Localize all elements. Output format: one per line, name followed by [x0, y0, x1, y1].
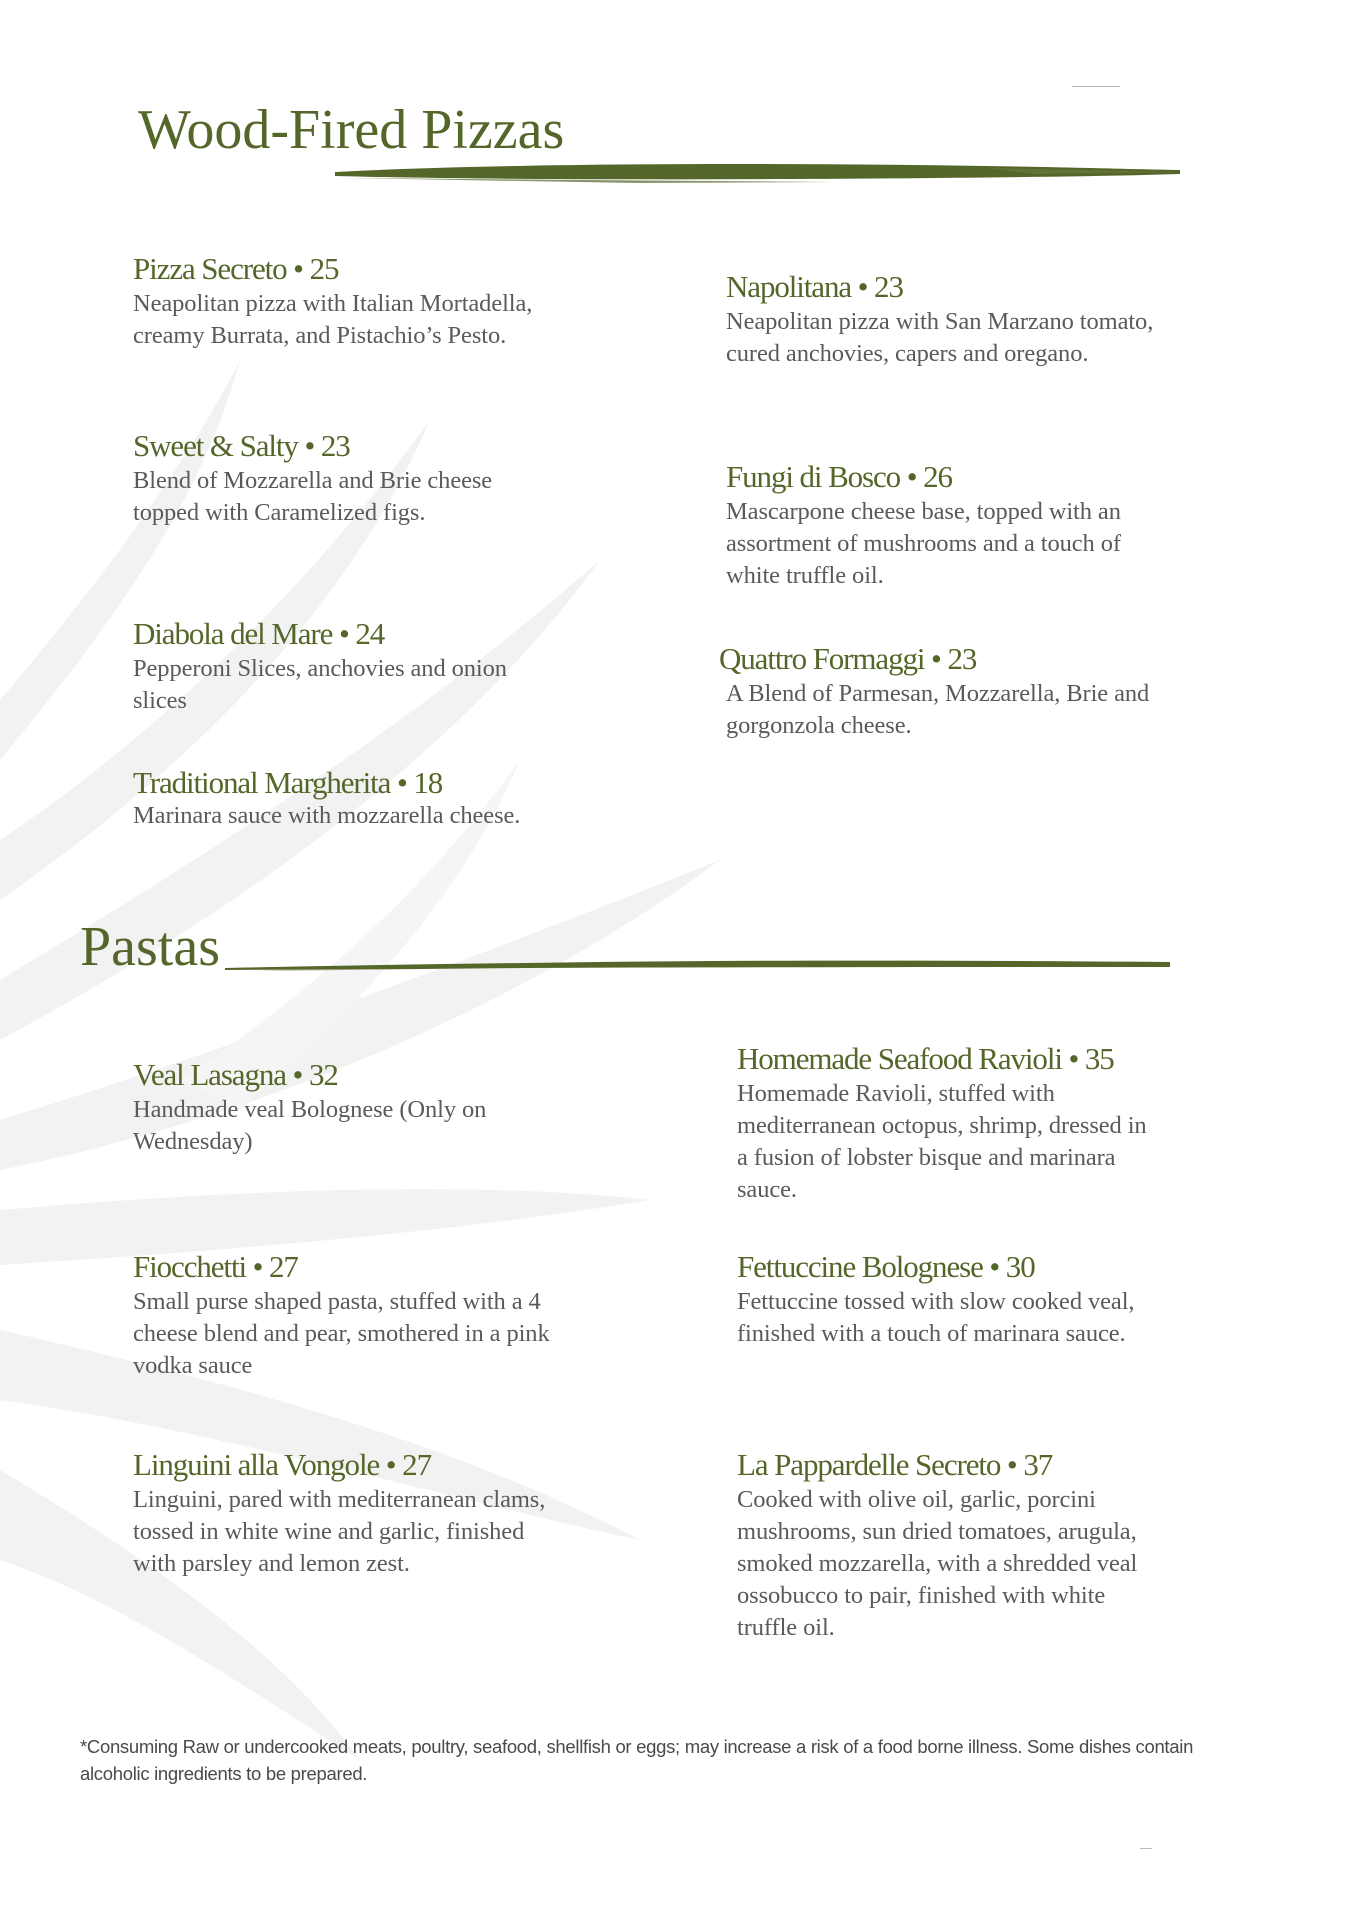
menu-item-homemade-seafood-ravioli [737, 1040, 1147, 1206]
menu-item-fungi-di-bosco [726, 458, 1121, 592]
scan-speck [1072, 86, 1120, 87]
item-description: Pepperoni Slices, anchovies and onion slices [133, 655, 507, 714]
menu-item-quattro-formaggi [719, 640, 1149, 742]
menu-item-fiocchetti [133, 1248, 550, 1382]
scan-speck [1140, 1848, 1152, 1849]
allergy-footnote: *Consuming Raw or undercooked meats, poultry, seafood, shellfish or eggs; may increase a risk of a food borne illness. Some dishes contain alcoholic ingredients to be prepared. [80, 1736, 1194, 1784]
menu-item-linguini-alla-vongole [133, 1446, 545, 1580]
item-description: Mascarpone cheese base, topped with an assortment of mushrooms and a touch of white truffle oil. [726, 498, 1121, 589]
item-description: Neapolitan pizza with San Marzano tomato, cured anchovies, capers and oregano. [726, 308, 1154, 367]
item-name: Linguini alla Vongole • 27 [133, 1447, 431, 1482]
item-name: Pizza Secreto • 25 [133, 251, 339, 286]
item-description: Linguini, pared with mediterranean clams, tossed in white wine and garlic, finished with parsley and lemon zest. [133, 1486, 546, 1577]
item-name: Diabola del Mare • 24 [133, 616, 385, 651]
item-name: Traditional Margherita • 18 [133, 765, 443, 800]
item-name: Napolitana • 23 [726, 269, 903, 304]
menu-item-fettuccine-bolognese [737, 1248, 1134, 1350]
item-description: Marinara sauce with mozzarella cheese. [133, 802, 521, 829]
menu-item-diabola-del-mare [133, 615, 507, 717]
section-title-pizzas: Wood-Fired Pizzas [138, 99, 565, 161]
menu-item-traditional-margherita [133, 764, 520, 830]
item-name: Quattro Formaggi • 23 [719, 641, 977, 676]
item-description: Small purse shaped pasta, stuffed with a 4 cheese blend and pear, smothered in a pink vodka sauce [133, 1288, 550, 1379]
menu-item-la-pappardelle-secreto [737, 1446, 1137, 1644]
brush-stroke-divider-icon [225, 952, 1170, 978]
item-name: Sweet & Salty • 23 [133, 428, 350, 463]
item-description: Fettuccine tossed with slow cooked veal, finished with a touch of marinara sauce. [737, 1288, 1135, 1347]
item-name: Veal Lasagna • 32 [133, 1057, 338, 1092]
item-description: Blend of Mozzarella and Brie cheese topped with Caramelized figs. [133, 467, 493, 526]
menu-item-pizza-secreto [133, 250, 532, 352]
item-name: Fiocchetti • 27 [133, 1249, 298, 1284]
item-name: Homemade Seafood Ravioli • 35 [737, 1041, 1114, 1076]
item-description: A Blend of Parmesan, Mozzarella, Brie and gorgonzola cheese. [726, 680, 1150, 739]
item-name: Fungi di Bosco • 26 [726, 459, 952, 494]
menu-item-sweet-salty [133, 427, 492, 529]
item-description: Neapolitan pizza with Italian Mortadella, creamy Burrata, and Pistachio’s Pesto. [133, 290, 533, 349]
section-title-pastas: Pastas [80, 916, 220, 978]
menu-item-napolitana [726, 268, 1153, 370]
item-description: Handmade veal Bolognese (Only on Wednesday) [133, 1096, 487, 1155]
item-description: Cooked with olive oil, garlic, porcini mushrooms, sun dried tomatoes, arugula, smoked mozzarella, with a shredded veal ossobucco to pair, finished with white truffle oil. [737, 1486, 1138, 1641]
menu-item-veal-lasagna [133, 1056, 486, 1158]
item-description: Homemade Ravioli, stuffed with mediterranean octopus, shrimp, dressed in a fusion of lobster bisque and marinara sauce. [737, 1080, 1147, 1203]
brush-stroke-divider-icon [335, 158, 1180, 188]
item-name: La Pappardelle Secreto • 37 [737, 1447, 1053, 1482]
item-name: Fettuccine Bolognese • 30 [737, 1249, 1035, 1284]
